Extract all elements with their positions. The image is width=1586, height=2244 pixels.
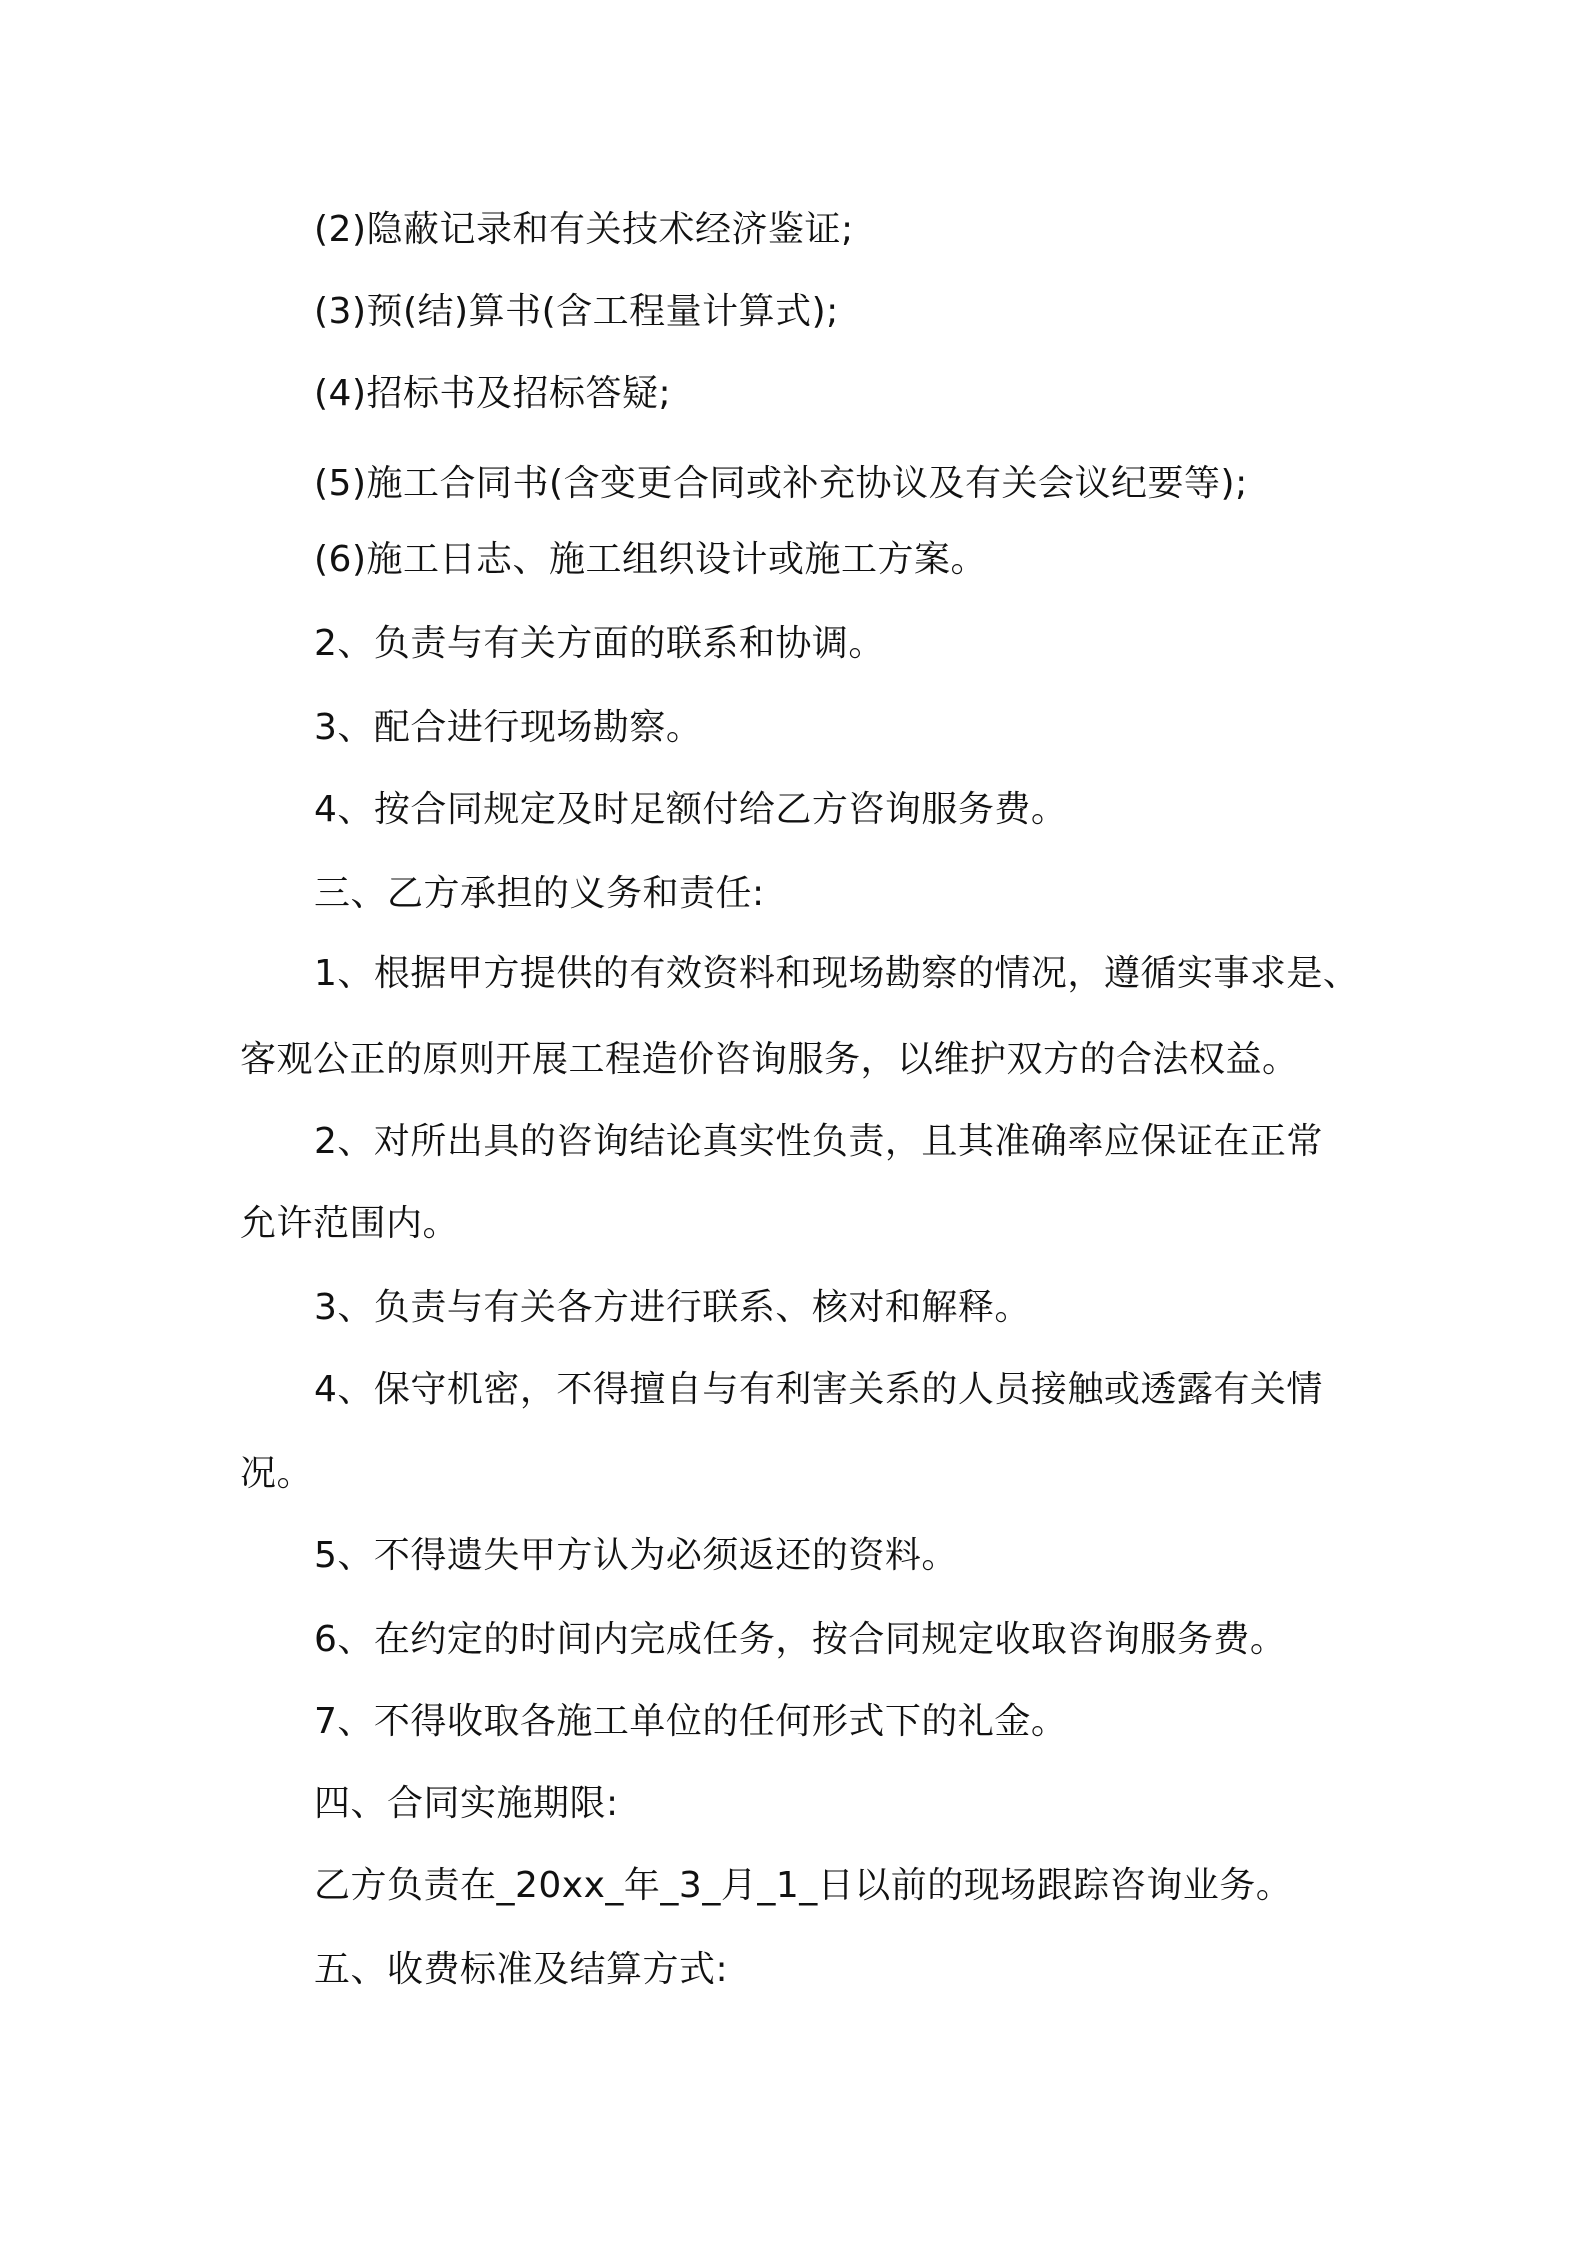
section-heading-5: 五、收费标准及结算方式: — [314, 1949, 729, 1990]
text-line-duty-5: 5、不得遗失甲方认为必须返还的资料。 — [314, 1535, 958, 1576]
text-line-duty-4-a: 4、保守机密，不得擅自与有利害关系的人员接触或透露有关情 — [314, 1369, 1323, 1410]
text-line-duty-4-b: 况。 — [240, 1453, 314, 1494]
section-heading-4: 四、合同实施期限: — [314, 1783, 619, 1824]
text-line-item-3-survey: 3、配合进行现场勘察。 — [314, 707, 703, 748]
text-line-budget-book: (3)预(结)算书(含工程量计算式); — [314, 291, 839, 332]
text-line-duty-6: 6、在约定的时间内完成任务，按合同规定收取咨询服务费。 — [314, 1619, 1287, 1660]
text-line-item-4-payment: 4、按合同规定及时足额付给乙方咨询服务费。 — [314, 789, 1068, 830]
text-line-duty-1-b: 客观公正的原则开展工程造价咨询服务，以维护双方的合法权益。 — [240, 1039, 1299, 1080]
text-line-duty-7: 7、不得收取各施工单位的任何形式下的礼金。 — [314, 1701, 1068, 1742]
text-line-duty-2-a: 2、对所出具的咨询结论真实性负责，且其准确率应保证在正常 — [314, 1121, 1323, 1162]
text-line-audit-records: (2)隐蔽记录和有关技术经济鉴证; — [314, 209, 854, 250]
text-line-duty-3: 3、负责与有关各方进行联系、核对和解释。 — [314, 1287, 1031, 1328]
text-line-duty-1-a: 1、根据甲方提供的有效资料和现场勘察的情况，遵循实事求是、 — [314, 953, 1360, 994]
text-line-construction-log: (6)施工日志、施工组织设计或施工方案。 — [314, 539, 987, 580]
section-heading-3: 三、乙方承担的义务和责任: — [314, 873, 765, 914]
text-line-duty-2-b: 允许范围内。 — [240, 1203, 460, 1244]
text-line-item-2-contact: 2、负责与有关方面的联系和协调。 — [314, 623, 885, 664]
text-line-contract-period: 乙方负责在_20xx_年_3_月_1_日以前的现场跟踪咨询业务。 — [314, 1865, 1293, 1906]
text-line-tender-book: (4)招标书及招标答疑; — [314, 373, 672, 414]
text-line-contract-book: (5)施工合同书(含变更合同或补充协议及有关会议纪要等); — [314, 463, 1248, 504]
